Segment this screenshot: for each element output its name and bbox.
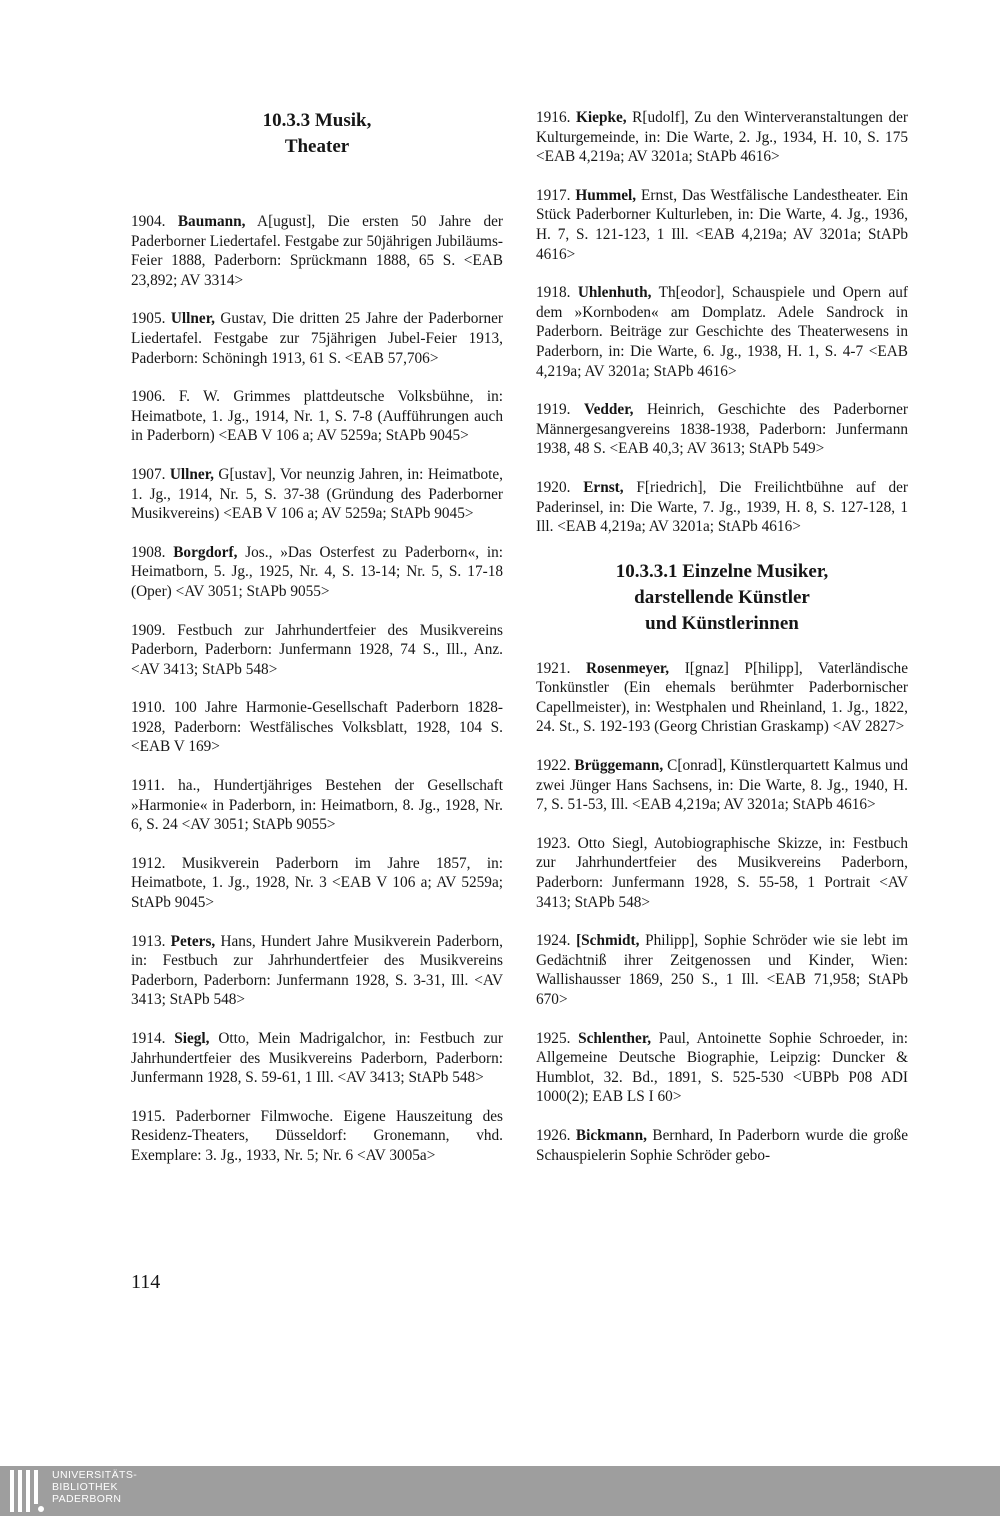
entry-number: 1926. — [536, 1126, 571, 1144]
bibliography-entry — [131, 854, 503, 913]
entry-number: 1912. — [131, 854, 166, 872]
entry-number: 1907. — [131, 465, 166, 483]
entry-author: Schlenther, — [578, 1029, 652, 1047]
bibliography-entry — [131, 932, 503, 1010]
entry-text: C[onrad], Künstlerquartett Kalmus und zwei Jünger Hans Sachsens, in: Die Warte, 8. Jg., 1940, H. 7, S. 51-53, Ill. <EAB 4,219a; AV 3201a; StAPb 4616> — [536, 757, 908, 814]
library-name-line-1: UNIVERSITÄTS- — [52, 1469, 138, 1481]
bibliography-entry — [536, 834, 908, 912]
bibliography-entry — [536, 1126, 908, 1165]
entry-author: Brüggemann, — [574, 757, 664, 775]
entry-text: Otto, Mein Madrigalchor, in: Festbuch zur Jahrhundertfeier des Musikvereins Paderborn, Paderborn: Junfermann 1928, S. 59-61, 1 Ill. <AV 3413; StAPb 548> — [131, 1030, 504, 1087]
entry-number: 1911. — [131, 777, 165, 795]
subsection-heading-line-3: und Künstlerinnen — [645, 612, 799, 634]
entry-text: Hans, Hundert Jahre Musikverein Paderborn, in: Festbuch zur Jahrhundertfeier des Musikvereins Paderborn, Paderborn: Junfermann 1928, S. 3-31, Ill. <AV 3413; StAPb 548> — [131, 932, 503, 1009]
right-entries-list — [536, 108, 908, 537]
entry-text: 100 Jahre Harmonie-Gesellschaft Paderborn 1828-1928, Paderborn: Westfälisches Volksblatt, 1928, 104 S. <EAB V 169> — [131, 699, 503, 756]
entry-author: [Schmidt, — [576, 932, 640, 950]
entry-author: Vedder, — [583, 401, 634, 419]
entry-text: Th[eodor], Schauspiele und Opern auf dem »Kornboden« am Domplatz. Adele Sandrock in Paderborn. Beiträge zur Geschichte des Theaterwesens in Paderborn, in: Die Warte, 6. Jg., 1938, H. 1, S. 4-7 <EAB 4,219a; AV 3201a; StAPb 4616> — [536, 284, 908, 380]
bibliography-entry — [131, 309, 503, 368]
entry-number: 1906. — [131, 388, 166, 406]
entry-author: Siegl, — [174, 1030, 210, 1047]
entry-author: Kiepke, — [576, 109, 627, 126]
entry-number: 1924. — [536, 932, 571, 950]
entry-number: 1922. — [536, 757, 571, 775]
entry-number: 1915. — [131, 1107, 166, 1125]
entry-number: 1918. — [536, 284, 571, 302]
left-entries-list — [131, 212, 503, 1166]
library-name-line-2: BIBLIOTHEK — [52, 1481, 118, 1493]
left-column — [131, 108, 503, 1185]
subsection-heading-line-1: 10.3.3.1 Einzelne Musiker, — [615, 560, 829, 582]
bibliography-entry — [131, 212, 503, 290]
entry-text: Paul, Antoinette Sophie Schroeder, in: Allgemeine Deutsche Biographie, Leipzig: Duncker & Humblot, 32. Bd., 1891, S. 525-530 <UBPb P08 ADI 1000(2); EAB LS I 60> — [536, 1029, 908, 1106]
entry-text: Bernhard, In Paderborn wurde die große Schauspielerin Sophie Schröder gebo- — [536, 1126, 908, 1164]
entry-number: 1919. — [536, 401, 571, 419]
entry-number: 1923. — [536, 834, 571, 852]
right-column — [536, 108, 908, 1184]
section-heading — [131, 108, 503, 160]
library-footer — [0, 1466, 1000, 1516]
bibliography-entry — [536, 1029, 908, 1107]
entry-number: 1905. — [131, 310, 166, 328]
entry-text: Ernst, Das Westfälische Landestheater. Ein Stück Paderborner Kulturleben, in: Die Warte, 4. Jg., 1936, H. 7, S. 121-123, 1 Ill. <EAB 4,219a; AV 3201a; StAPb 4616> — [536, 186, 909, 263]
entry-author: Ullner, — [170, 310, 215, 328]
entry-author: Hummel, — [575, 186, 637, 204]
bibliography-entry — [536, 756, 908, 815]
logo-dot-icon — [38, 1506, 44, 1512]
bibliography-entry — [131, 1029, 503, 1088]
entry-number: 1910. — [131, 699, 166, 717]
entry-number: 1914. — [131, 1030, 166, 1047]
entry-text: Heinrich, Geschichte des Paderborner Männergesangvereins 1838-1938, Paderborn: Junfermann 1938, 48 S. <EAB 40,3; AV 3613; StAPb 549> — [536, 401, 909, 458]
entry-author: Ullner, — [169, 465, 214, 483]
entry-author: Ernst, — [583, 478, 624, 496]
section-heading-line-1: 10.3.3 Musik, — [262, 110, 372, 131]
entry-number: 1904. — [131, 213, 166, 230]
entry-number: 1920. — [536, 478, 571, 496]
entry-text: I[gnaz] P[hilipp], Vaterländische Tonkünstler (Ein ehemals berühmter Paderbornischer Capellmeister), in: Westphalen und Rheinland, 1. Jg., 1822, 24. St., S. 192-193 (Georg Christian Graskamp) <AV 2827> — [536, 659, 908, 736]
bibliography-entry — [131, 1107, 503, 1166]
bibliography-entry — [536, 283, 908, 381]
library-name — [52, 1469, 137, 1505]
entry-text: Festbuch zur Jahrhundertfeier des Musikvereins Paderborn, Paderborn: Junfermann 1928, 74 S., Ill., Anz. <AV 3413; StAPb 548> — [131, 621, 503, 678]
entry-text: Jos., »Das Osterfest zu Paderborn«, in: Heimatborn, 5. Jg., 1925, Nr. 4, S. 13-14; Nr. 5, S. 17-18 (Oper) <AV 3051; StAPb 9055> — [131, 543, 503, 600]
bibliography-entry — [131, 387, 503, 446]
section-heading-line-2: Theater — [284, 136, 350, 157]
page-number: 114 — [131, 1271, 161, 1293]
subsection-heading — [536, 559, 908, 637]
entry-text: ha., Hundertjähriges Bestehen der Gesellschaft »Harmonie« in Paderborn, in: Heimatborn, 8. Jg., 1928, Nr. 6, S. 24 <AV 3051; StAPb 9055> — [131, 777, 504, 834]
bibliography-entry — [131, 543, 503, 602]
entry-text: A[ugust], Die ersten 50 Jahre der Paderborner Liedertafel. Festgabe zur 50jährigen Jubiläums-Feier 1888, Paderborn: Sprückmann 1888, 65 S. <EAB 23,892; AV 3314> — [131, 213, 504, 289]
entry-author: Peters, — [170, 932, 216, 950]
entry-text: F[riedrich], Die Freilichtbühne auf der Paderinsel, in: Die Warte, 7. Jg., 1939, H. 8, S. 127-128, 1 Ill. <EAB 4,219a; AV 3201a; StAPb 4616> — [536, 478, 908, 536]
bibliography-entry — [131, 621, 503, 680]
bibliography-entry — [536, 931, 908, 1009]
entry-text: Paderborner Filmwoche. Eigene Hauszeitung des Residenz-Theaters, Düsseldorf: Gronemann, vhd. Exemplare: 3. Jg., 1933, Nr. 5; Nr. 6 <AV 3005a> — [131, 1107, 503, 1164]
entry-text: R[udolf], Zu den Winterveranstaltungen der Kulturgemeinde, in: Die Warte, 2. Jg., 1934, H. 10, S. 175 <EAB 4,219a; AV 3201a; StAPb 4616> — [536, 109, 908, 166]
entry-author: Rosenmeyer, — [586, 659, 670, 677]
entry-number: 1916. — [536, 109, 571, 126]
entry-number: 1913. — [131, 932, 166, 950]
subsection-heading-line-2: darstellende Künstler — [634, 586, 810, 608]
bibliography-entry — [536, 659, 908, 737]
entry-author: Borgdorf, — [173, 543, 238, 561]
bibliography-entry — [131, 465, 503, 524]
bibliography-entry — [536, 400, 908, 459]
entry-text: Philipp], Sophie Schröder wie sie lebt im Gedächtniß ihrer Zeitgenossen und Kinder, Wien: Wallishausser 1869, 250 S., 1 Ill. <EAB 71,958; StAPb 670> — [536, 932, 908, 1008]
bibliography-entry — [536, 186, 908, 264]
entry-number: 1909. — [131, 621, 166, 639]
entry-text: Gustav, Die dritten 25 Jahre der Paderborner Liedertafel. Festgabe zur 75jährigen Jubel-Feier 1913, Paderborn: Schöningh 1913, 61 S. <EAB 57,706> — [131, 310, 503, 367]
entry-number: 1921. — [536, 659, 571, 677]
entry-text: F. W. Grimmes plattdeutsche Volksbühne, in: Heimatbote, 1. Jg., 1914, Nr. 1, S. 7-8 (Aufführungen auch in Paderborn) <EAB V 106 a; AV 5259a; StAPb 9045> — [131, 388, 503, 445]
entry-author: Baumann, — [177, 213, 246, 230]
bibliography-entry — [536, 478, 908, 537]
entry-text: Otto Siegl, Autobiographische Skizze, in: Festbuch zur Jahrhundertfeier des Musikvereins Paderborn, Paderborn: Junfermann 1928, S. 55-58, 1 Portrait <AV 3413; StAPb 548> — [536, 834, 908, 911]
entry-author: Uhlenhuth, — [577, 284, 652, 302]
bibliography-entry — [536, 108, 908, 167]
entry-text: Musikverein Paderborn im Jahre 1857, in: Heimatbote, 1. Jg., 1928, Nr. 3 <EAB V 106 a; AV 5259a; StAPb 9045> — [131, 854, 503, 912]
entry-author: Bickmann, — [575, 1126, 647, 1144]
bibliography-entry — [131, 776, 503, 835]
entry-number: 1908. — [131, 543, 166, 561]
right-entries-list-2 — [536, 659, 908, 1165]
library-name-line-3: PADERBORN — [52, 1493, 122, 1505]
bibliography-entry — [131, 698, 503, 757]
entry-number: 1925. — [536, 1029, 571, 1047]
entry-number: 1917. — [536, 186, 571, 204]
entry-text: G[ustav], Vor neunzig Jahren, in: Heimatbote, 1. Jg., 1914, Nr. 5, S. 37-38 (Gründung des Paderborner Musikvereins) <EAB V 106 a; AV 5259a; StAPb 9045> — [131, 465, 504, 523]
